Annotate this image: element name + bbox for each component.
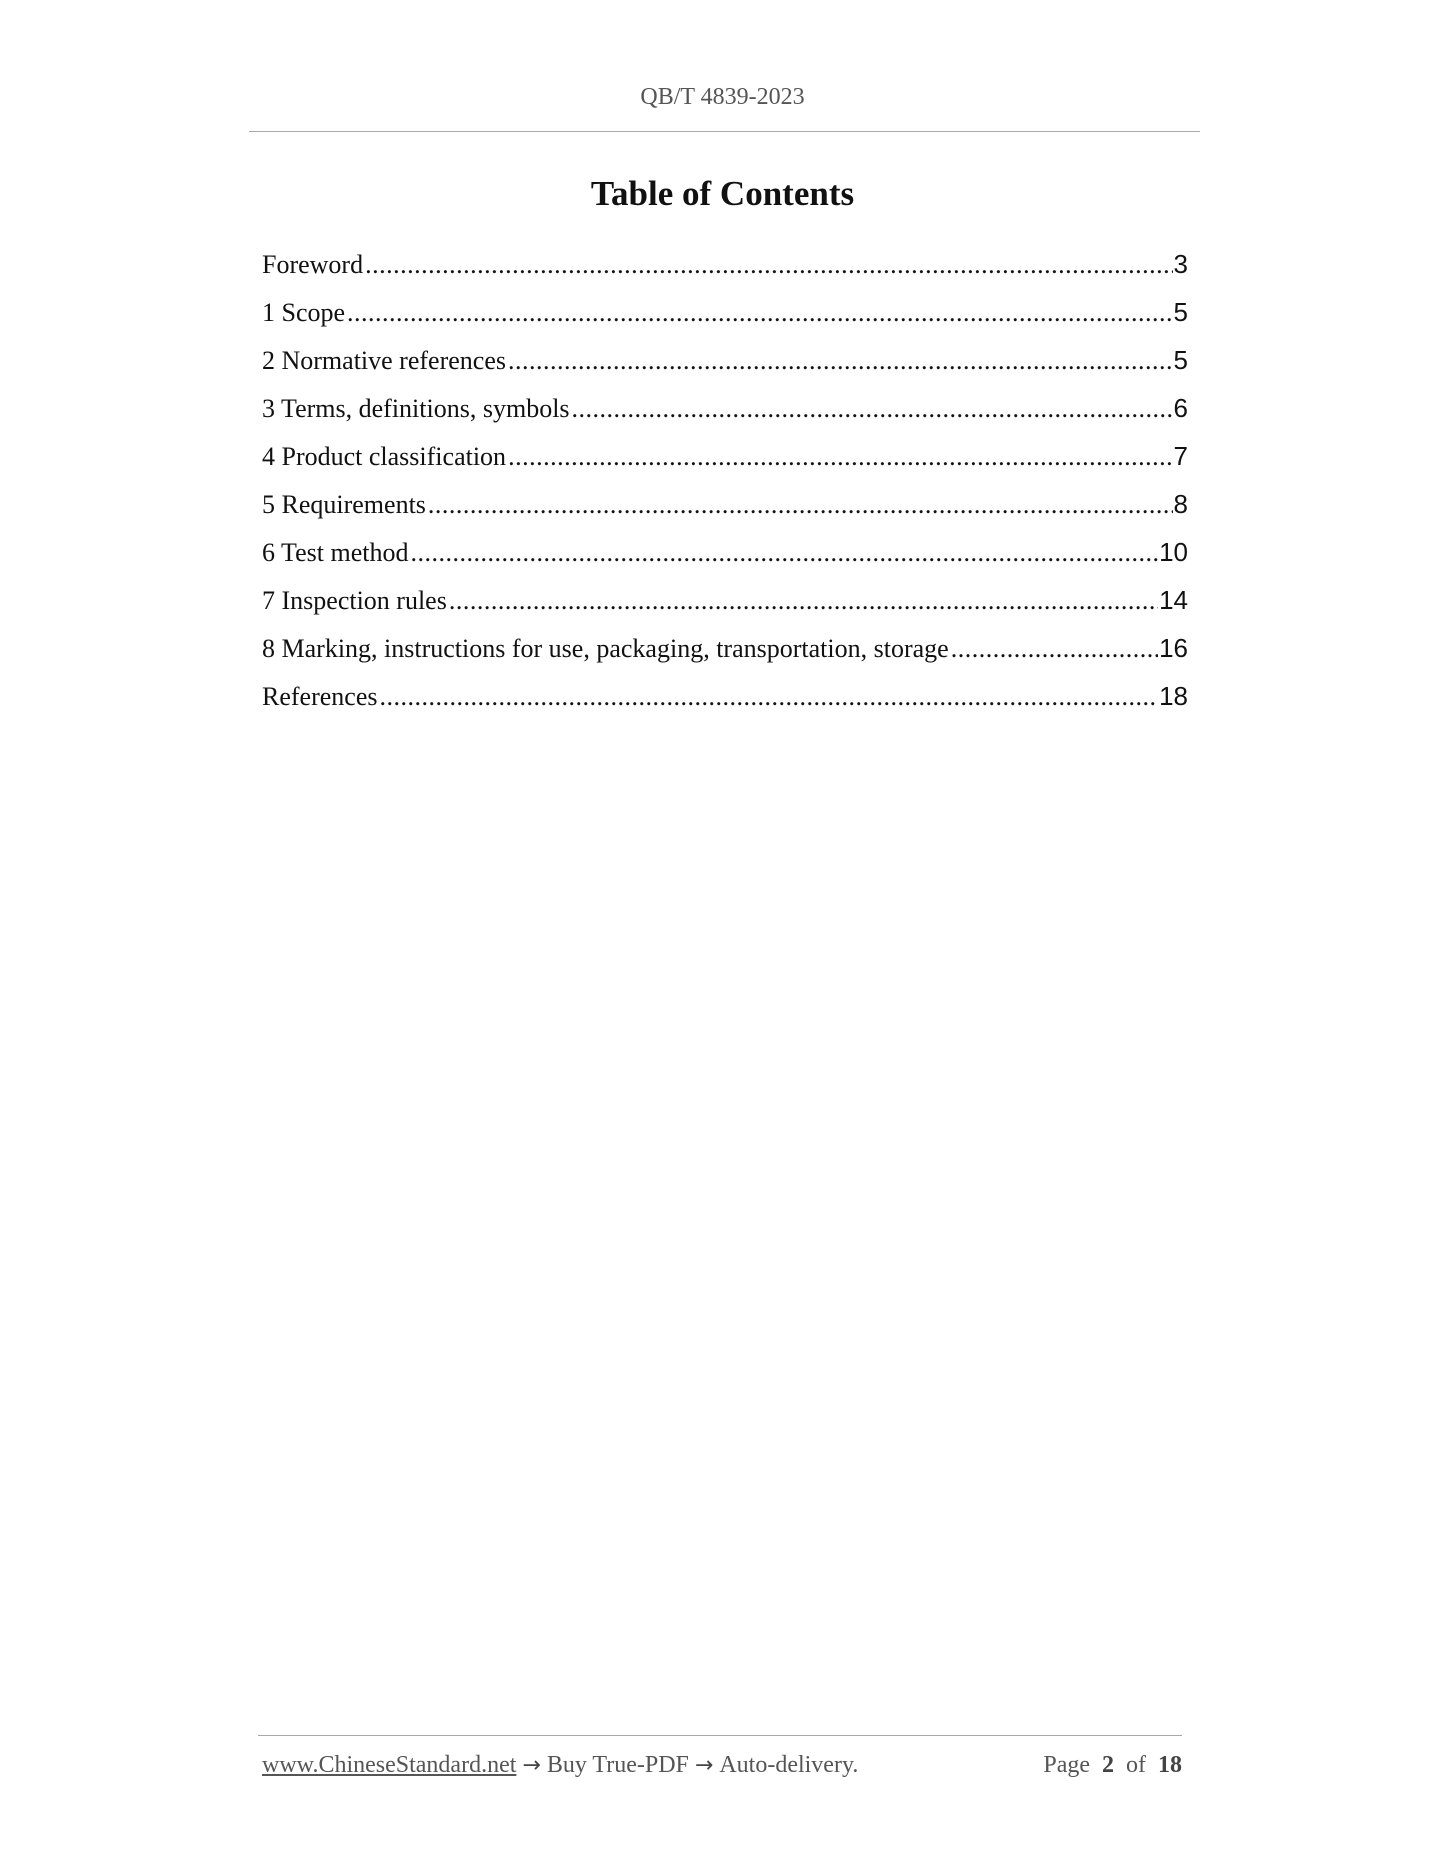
buy-pdf-text: Buy True-PDF bbox=[546, 1752, 689, 1778]
toc-entry-label: References bbox=[262, 682, 378, 711]
toc-entry-page: 18 bbox=[1159, 681, 1188, 711]
toc-dot-leader bbox=[449, 577, 1158, 625]
toc-title: Table of Contents bbox=[590, 174, 855, 213]
document-code: QB/T 4839-2023 bbox=[640, 84, 805, 110]
toc-entry-page: 6 bbox=[1173, 393, 1188, 423]
toc-entry-page: 8 bbox=[1173, 489, 1188, 519]
toc-dot-leader bbox=[951, 625, 1158, 673]
toc-entry-label: 8 Marking, instructions for use, packaging, transportation, storage bbox=[262, 634, 949, 663]
toc-entry-inspection-rules[interactable] bbox=[262, 576, 1188, 624]
toc-entry-label: 4 Product classification bbox=[262, 442, 507, 471]
website-link[interactable]: www.ChineseStandard.net bbox=[262, 1752, 517, 1778]
toc-entry-label: 1 Scope bbox=[262, 298, 346, 327]
auto-delivery-text: Auto-delivery. bbox=[719, 1752, 859, 1778]
of-label: of bbox=[1126, 1752, 1146, 1778]
toc-dot-leader bbox=[572, 385, 1173, 433]
right-arrow-icon: → bbox=[522, 1753, 541, 1778]
toc-entry-page: 10 bbox=[1159, 537, 1188, 567]
toc-dot-leader bbox=[365, 241, 1172, 289]
toc-entry-scope[interactable] bbox=[262, 288, 1188, 336]
toc-entry-references[interactable] bbox=[262, 672, 1188, 720]
total-pages-number: 18 bbox=[1158, 1752, 1182, 1778]
toc-entry-test-method[interactable] bbox=[262, 528, 1188, 576]
toc-entry-foreword[interactable] bbox=[262, 240, 1188, 288]
right-arrow-icon: → bbox=[694, 1753, 714, 1778]
toc-entry-label: 2 Normative references bbox=[262, 346, 506, 375]
header-divider bbox=[249, 131, 1200, 132]
toc-entry-label: 5 Requirements bbox=[262, 490, 426, 519]
toc-entry-label: Foreword bbox=[262, 250, 364, 279]
toc-entry-page: 7 bbox=[1173, 441, 1188, 471]
toc-entry-label: 3 Terms, definitions, symbols bbox=[262, 394, 570, 423]
toc-dot-leader bbox=[379, 673, 1158, 721]
toc-dot-leader bbox=[347, 289, 1172, 337]
page-label: Page bbox=[1043, 1752, 1090, 1778]
toc-entry-page: 5 bbox=[1173, 345, 1188, 375]
toc-entry-page: 3 bbox=[1173, 249, 1188, 279]
toc-dot-leader bbox=[508, 433, 1172, 481]
toc-entry-label: 6 Test method bbox=[262, 538, 409, 567]
footer-divider bbox=[258, 1735, 1182, 1736]
toc-entry-terms-definitions[interactable] bbox=[262, 384, 1188, 432]
toc-entry-marking[interactable] bbox=[262, 624, 1188, 672]
toc-entry-page: 14 bbox=[1159, 585, 1188, 615]
page-indicator bbox=[1043, 1752, 1182, 1779]
toc-entry-product-classification[interactable] bbox=[262, 432, 1188, 480]
toc-entry-label: 7 Inspection rules bbox=[262, 586, 447, 615]
toc-entry-page: 16 bbox=[1159, 633, 1188, 663]
toc-dot-leader bbox=[410, 529, 1158, 577]
toc-entry-page: 5 bbox=[1173, 297, 1188, 327]
current-page-number: 2 bbox=[1102, 1752, 1114, 1778]
toc-entry-normative-references[interactable] bbox=[262, 336, 1188, 384]
page-footer bbox=[262, 1752, 1182, 1779]
toc-entry-requirements[interactable] bbox=[262, 480, 1188, 528]
footer-promo bbox=[262, 1752, 858, 1779]
toc-dot-leader bbox=[508, 337, 1173, 385]
toc-list bbox=[262, 240, 1188, 720]
toc-dot-leader bbox=[428, 481, 1173, 529]
